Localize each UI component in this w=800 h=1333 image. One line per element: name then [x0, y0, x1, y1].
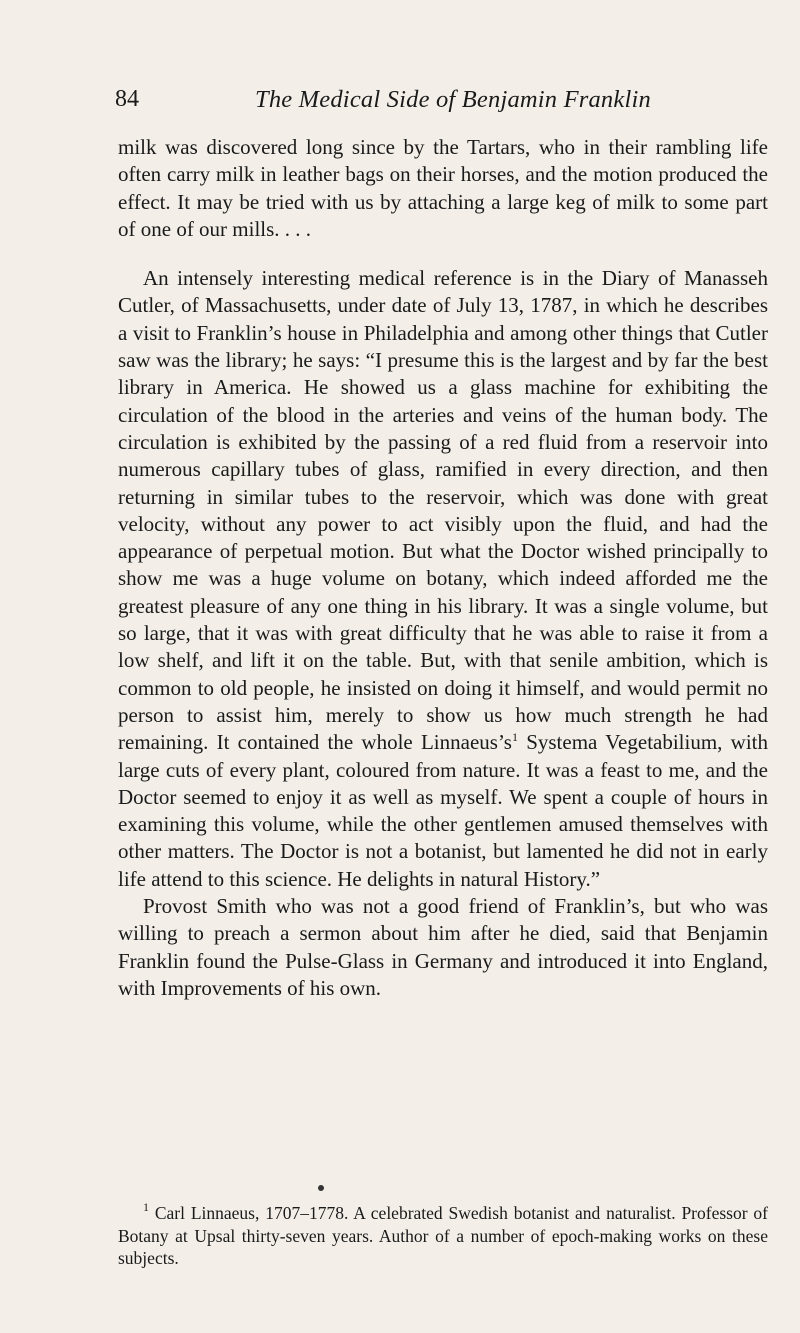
- paragraph-provost-smith: Provost Smith who was not a good friend of Franklin’s, but who was willing to preach a sermon about him after he died, said that Benjamin Franklin found the Pulse-Glass in Germany and introduced it into England, with Improvements of his own.: [118, 894, 768, 1000]
- cutler-text-part-1: An intensely interesting medical reference is in the Diary of Manasseh Cutler, of Massachusetts, under date of July 13, 1787, in which he describes a visit to Franklin’s house in Philadelphia and among other things that Cutler saw was the library; he says: “I presume this is the largest and by far the best library in America. He showed us a glass machine for exhibiting the circulation of the blood in the arteries and veins of the human body. The circulation is exhibited by the passing of a red fluid from a reservoir into numerous capillary tubes of glass, ramified in every direction, and then returning in similar tubes to the reservoir, which was done with great velocity, without any power to act visibly upon the fluid, and had the appearance of perpetual motion. But what the Doctor wished principally to show me was a huge volume on botany, which indeed afforded me the greatest pleasure of any one thing in his library. It was a single volume, but so large, that it was with great difficulty that he was able to raise it from a low shelf, and lift it on the table. But, with that senile ambition, which is common to old people, he insisted on doing it himself, and would permit no person to assist him, merely to show us how much strength he had remaining. It contained the whole Linnaeus’s: [118, 266, 768, 755]
- footnote-linnaeus: [118, 1202, 768, 1270]
- running-title: The Medical Side of Benjamin Franklin: [255, 86, 651, 113]
- ink-speck-mark: [318, 1185, 324, 1191]
- page-number: 84: [115, 86, 139, 112]
- cutler-text-part-2: Systema Vegetabilium, with large cuts of every plant, coloured from nature. It was a feast to me, and the Doctor seemed to enjoy it as well as myself. We spent a couple of hours in examining this volume, while the other gentlemen amused themselves with other matters. The Doctor is not a botanist, but lamented he did not in early life attend to this science. He delights in natural History.”: [118, 730, 768, 891]
- page-header: [115, 86, 715, 126]
- footnotes: [118, 1202, 768, 1270]
- body-text: [118, 134, 768, 1002]
- paragraph-cutler-diary: [118, 265, 768, 893]
- footnote-text: Carl Linnaeus, 1707–1778. A celebrated Swedish botanist and naturalist. Professor of Botany at Upsal thirty-seven years. Author of a number of epoch-making works on these subjects.: [118, 1203, 768, 1268]
- paragraph-milk-continuation: milk was discovered long since by the Tartars, who in their rambling life often carry milk in leather bags on their horses, and the motion produced the effect. It may be tried with us by attaching a large keg of milk to some part of one of our mills. . . .: [118, 135, 768, 241]
- footnote-reference: 1: [511, 730, 518, 745]
- footnote-number: 1: [143, 1200, 149, 1214]
